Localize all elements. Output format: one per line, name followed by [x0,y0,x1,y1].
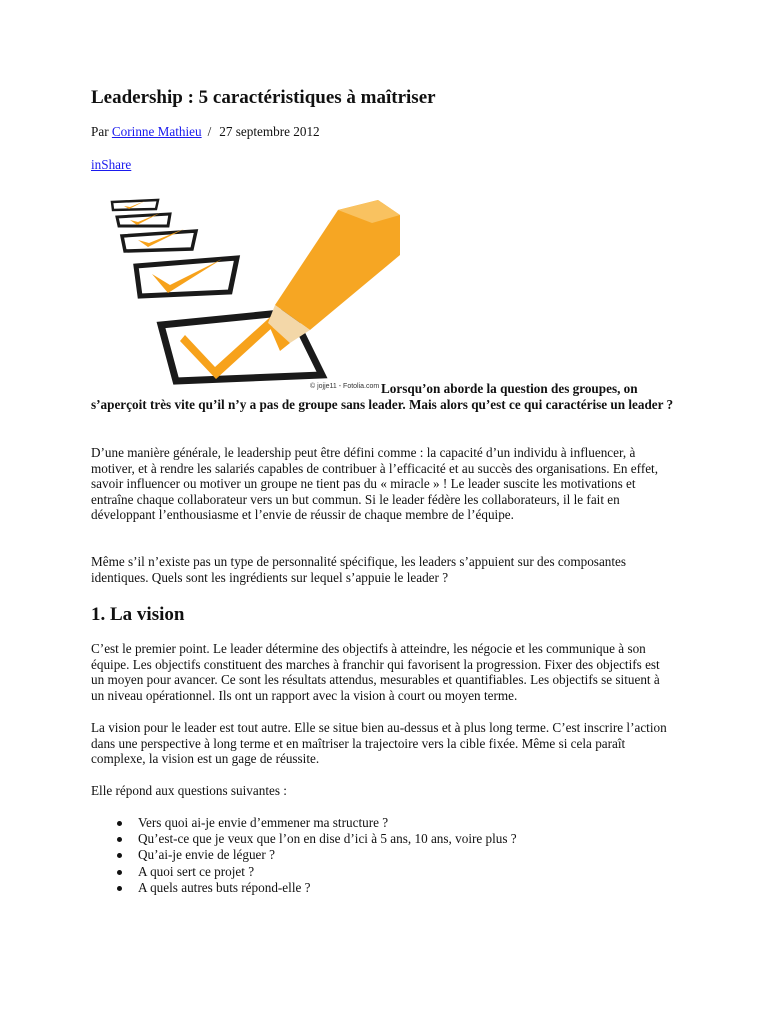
intro-text: Lorsqu’on aborde la question des groupes, on s’aperçoit très vite qu’il n’y a pas de groupe sans leader. Mais alors qu’est ce qui caractérise un leader ? [91,381,674,412]
list-item: A quels autres buts répond-elle ? [91,880,517,896]
author-link[interactable]: Corinne Mathieu [111,124,202,139]
list-item: Vers quoi ai-je envie d’emmener ma structure ? [91,815,517,831]
byline-separator: / [207,124,212,139]
checklist-illustration [110,195,402,395]
section-paragraph: C’est le premier point. Le leader détermine des objectifs à atteindre, les négocie et les communique à son équipe. Les objectifs constituent des marches à franchir qui favorisent la progression. Fixer des objectifs est un moyen pour avancer. Ce sont les résultats attendus, mesurables et quantifiables. Les objectifs se situent à un niveau opérationnel. Ils ont un rapport avec la vision à court ou moyen terme. [91,641,660,703]
body-paragraph: Même s’il n’existe pas un type de personnalité spécifique, les leaders s’appuient sur des composantes identiques. Quels sont les ingrédients sur lequel s’appuie le leader ? [91,554,627,585]
list-item: Qu’ai-je envie de léguer ? [91,847,517,863]
pencil-icon [268,200,400,351]
publish-date: 27 septembre 2012 [219,124,320,139]
image-credit: © jojje11 - Fotolia.com [310,383,380,390]
section-heading: 1. La vision [91,604,185,625]
body-paragraph: D’une manière générale, le leadership peut être défini comme : la capacité d’un individu à influencer, à motiver, et à rendre les salariés capables de contribuer à l’efficacité et au succès des organisations. En effet, savoir influencer ou motiver un groupe ne tient pas du « miracle » ! Le leader suscite les motivations et entraîne chaque collaborateur vers un but commun. Si le leader fédère les collaborateurs, il le fait en développant l’enthousiasme et l’envie de réussir de chaque membre de l’équipe. [91,445,659,523]
checkmark-icon [124,201,285,379]
intro-paragraph [91,381,681,412]
list-item: A quoi sert ce projet ? [91,864,517,880]
inshare-link[interactable]: inShare [91,157,132,172]
by-prefix: Par [91,124,109,139]
section-paragraph: Elle répond aux questions suivantes : [91,783,287,798]
section-paragraph: La vision pour le leader est tout autre. Elle se situe bien au-dessus et à plus long terme. C’est inscrire l’action dans une perspective à long terme et en maîtriser la trajectoire vers la cible fixée. Même si cela paraît complexe, la vision est un gage de réussite. [91,720,667,767]
list-item: Qu’est-ce que je veux que l’on en dise d’ici à 5 ans, 10 ans, voire plus ? [91,831,517,847]
byline [91,124,320,140]
question-list [91,815,517,896]
article-title: Leadership : 5 caractéristiques à maîtriser [91,87,436,108]
share-row [91,157,131,173]
